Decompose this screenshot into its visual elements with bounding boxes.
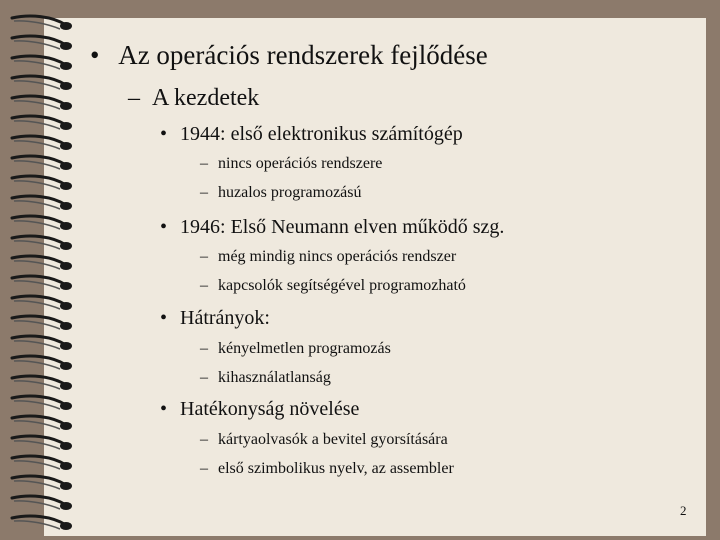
item-dash: – [200, 460, 208, 477]
binding-ring [12, 136, 72, 150]
spiral-binding [0, 0, 90, 540]
binding-ring [12, 156, 72, 170]
item-dash: – [200, 184, 208, 201]
section-heading [160, 123, 463, 146]
item-dash: – [200, 369, 208, 386]
section-bullet: • [160, 398, 168, 420]
section-heading-text: 1946: Első Neumann elven működő szg. [180, 216, 505, 238]
section-heading [160, 398, 359, 421]
binding-ring [12, 416, 72, 430]
section-bullet: • [160, 123, 168, 145]
subtitle: A kezdetek [152, 85, 260, 111]
binding-ring [12, 396, 72, 410]
binding-ring [12, 76, 72, 90]
binding-ring [12, 216, 72, 230]
binding-ring [12, 56, 72, 70]
list-item [200, 184, 362, 202]
section-heading-text: 1944: első elektronikus számítógép [180, 123, 463, 145]
list-item [200, 248, 456, 266]
list-item [200, 340, 391, 358]
binding-ring [12, 256, 72, 270]
item-text: kártyaolvasók a bevitel gyorsítására [218, 431, 448, 448]
item-text: huzalos programozású [218, 184, 362, 201]
section-bullet: • [160, 307, 168, 329]
binding-ring [12, 516, 72, 530]
binding-ring [12, 236, 72, 250]
list-item [200, 369, 331, 387]
binding-ring [12, 316, 72, 330]
binding-ring [12, 436, 72, 450]
item-text: kényelmetlen programozás [218, 340, 391, 357]
section-bullet: • [160, 216, 168, 238]
binding-ring [12, 36, 72, 50]
binding-ring [12, 276, 72, 290]
item-dash: – [200, 277, 208, 294]
binding-ring [12, 96, 72, 110]
item-text: első szimbolikus nyelv, az assembler [218, 460, 454, 477]
item-dash: – [200, 248, 208, 265]
item-dash: – [200, 431, 208, 448]
page-number: 2 [680, 503, 687, 518]
section-heading [160, 307, 270, 330]
section-heading-text: Hátrányok: [180, 307, 270, 329]
list-item [200, 155, 382, 173]
list-item [200, 277, 466, 295]
item-dash: – [200, 340, 208, 357]
item-text: nincs operációs rendszere [218, 155, 383, 172]
binding-ring [12, 456, 72, 470]
subtitle-dash: – [128, 85, 140, 111]
item-text: még mindig nincs operációs rendszer [218, 248, 457, 265]
binding-ring [12, 356, 72, 370]
section-heading [160, 216, 504, 239]
binding-ring [12, 176, 72, 190]
binding-ring [12, 476, 72, 490]
binding-ring [12, 116, 72, 130]
section-heading-text: Hatékonyság növelése [180, 398, 360, 420]
item-dash: – [200, 155, 208, 172]
binding-ring [12, 16, 72, 30]
binding-ring [12, 336, 72, 350]
title-row [90, 40, 488, 71]
binding-ring [12, 296, 72, 310]
page-title: Az operációs rendszerek fejlődése [118, 40, 488, 70]
binding-ring [12, 196, 72, 210]
binding-ring [12, 496, 72, 510]
binding-ring [12, 376, 72, 390]
subtitle-row [128, 85, 259, 112]
list-item [200, 431, 448, 449]
item-text: kihasználatlanság [218, 369, 331, 386]
list-item [200, 460, 454, 478]
title-bullet: • [90, 40, 100, 70]
item-text: kapcsolók segítségével programozható [218, 277, 466, 294]
